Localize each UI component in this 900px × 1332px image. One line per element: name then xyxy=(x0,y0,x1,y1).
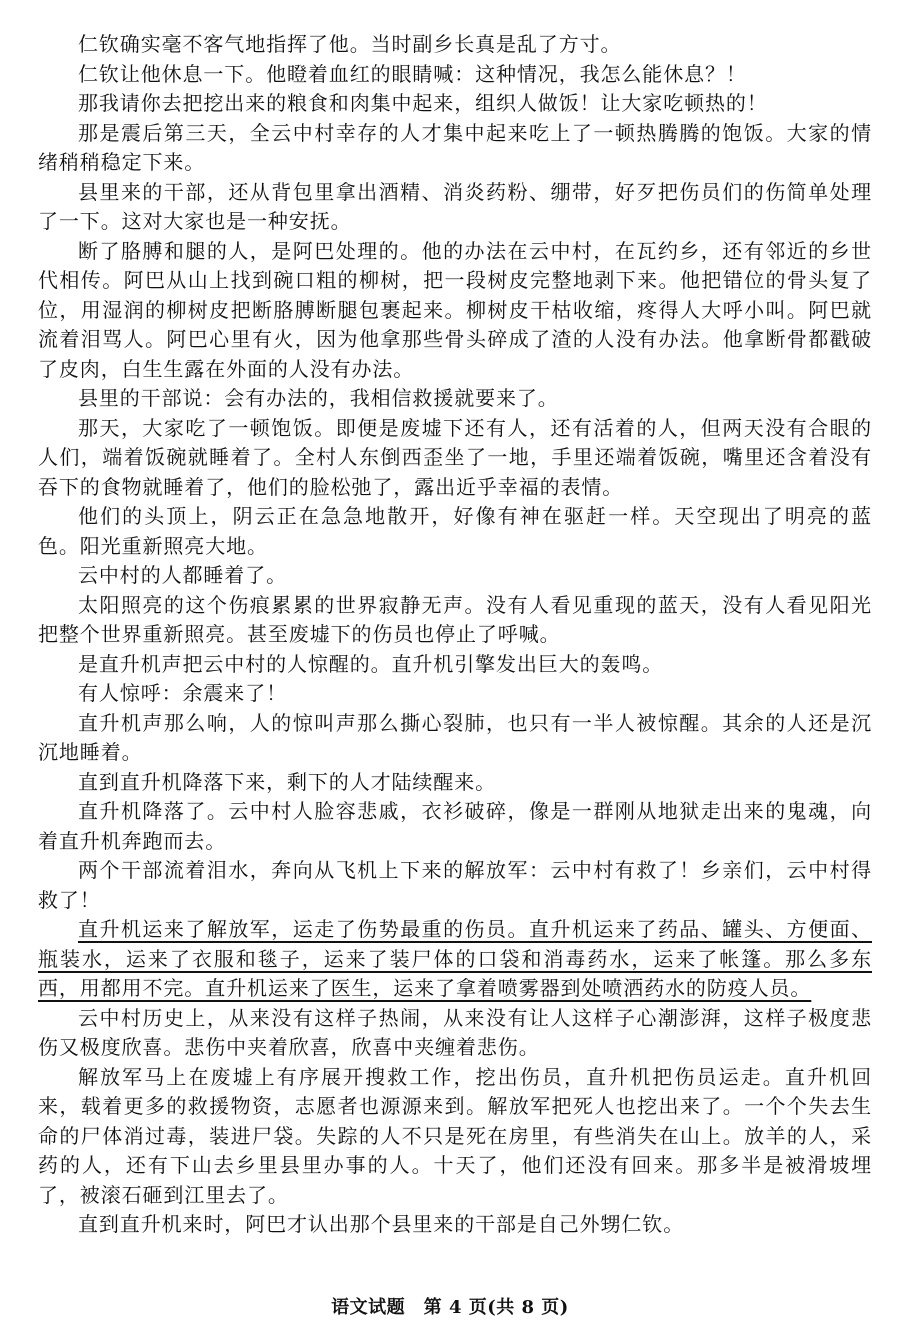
exam-page-body xyxy=(38,30,872,1240)
paragraph-11: 太阳照亮的这个伤痕累累的世界寂静无声。没有人看见重现的蓝天，没有人看见阳光把整个世界重新照亮。甚至废墟下的伤员也停止了呼喊。 xyxy=(38,592,872,646)
underlined-passage: 直升机运来了解放军，运走了伤势最重的伤员。直升机运来了药品、罐头、方便面、瓶装水，运来了衣服和毯子，运来了装尸体的口袋和消毒药水，运来了帐篷。那么多东西，用都用不完。直升机运来了医生，运来了拿着喷雾器到处喷洒药水的防疫人员。 xyxy=(38,917,872,1000)
paragraph-14: 直升机声那么响，人的惊叫声那么撕心裂肺，也只有一半人被惊醒。其余的人还是沉沉地睡着。 xyxy=(38,710,872,764)
paragraph-8: 那天，大家吃了一顿饱饭。即便是废墟下还有人，还有活着的人，但两天没有合眼的人们，端着饭碗就睡着了。全村人东倒西歪坐了一地，手里还端着饭碗，嘴里还含着没有吞下的食物就睡着了，他们的脸松弛了，露出近乎幸福的表情。 xyxy=(38,415,872,499)
paragraph-1: 仁钦确实毫不客气地指挥了他。当时副乡长真是乱了方寸。 xyxy=(78,32,622,56)
paragraph-20: 解放军马上在废墟上有序展开搜救工作，挖出伤员，直升机把伤员运走。直升机回来，载着更多的救援物资，志愿者也源源来到。解放军把死人也挖出来了。一个个失去生命的尸体消过毒，装进尸袋。失踪的人不只是死在房里，有些消失在山上。放羊的人，采药的人，还有下山去乡里县里办事的人。十天了，他们还没有回来。那多半是被滑坡埋了，被滚石砸到江里去了。 xyxy=(38,1064,872,1207)
paragraph-17: 两个干部流着泪水，奔向从飞机上下来的解放军：云中村有救了！乡亲们，云中村得救了！ xyxy=(38,858,872,912)
paragraph-15: 直到直升机降落下来，剩下的人才陆续醒来。 xyxy=(78,769,496,794)
paragraph-19: 云中村历史上，从来没有这样子热闹，从来没有让人这样子心潮澎湃，这样子极度悲伤又极度欣喜。悲伤中夹着欣喜，欣喜中夹缠着悲伤。 xyxy=(38,1005,872,1059)
paragraph-12: 是直升机声把云中村的人惊醒的。直升机引擎发出巨大的轰鸣。 xyxy=(78,651,664,676)
paragraph-7: 县里的干部说：会有办法的，我相信救援就要来了。 xyxy=(78,386,559,410)
paragraph-21: 直到直升机来时，阿巴才认出那个县里来的干部是自己外甥仁钦。 xyxy=(78,1212,685,1236)
paragraph-5: 县里来的干部，还从背包里拿出酒精、消炎药粉、绷带，好歹把伤员们的伤简单处理了一下。这对大家也是一种安抚。 xyxy=(38,179,872,233)
paragraph-6: 断了胳膊和腿的人，是阿巴处理的。他的办法在云中村，在瓦约乡，还有邻近的乡世代相传。阿巴从山上找到碗口粗的柳树，把一段树皮完整地剥下来。他把错位的骨头复了位，用湿润的柳树皮把断胳膊断腿包裹起来。柳树皮干枯收缩，疼得人大呼小叫。阿巴就流着泪骂人。阿巴心里有火，因为他拿那些骨头碎成了渣的人没有办法。他拿断骨都戳破了皮肉，白生生露在外面的人没有办法。 xyxy=(38,238,872,381)
paragraph-10: 云中村的人都睡着了。 xyxy=(78,563,287,587)
paragraph-2: 仁钦让他休息一下。他瞪着血红的眼睛喊：这种情况，我怎么能休息？！ xyxy=(78,61,747,86)
underlined-paragraph xyxy=(38,915,872,1004)
page-footer: 语文试题 第 4 页(共 8 页) xyxy=(331,1297,569,1318)
paragraph-4: 那是震后第三天，全云中村幸存的人才集中起来吃上了一顿热腾腾的饱饭。大家的情绪稍稍稳定下来。 xyxy=(38,120,872,174)
paragraph-9: 他们的头顶上，阴云正在急急地散开，好像有神在驱赶一样。天空现出了明亮的蓝色。阳光重新照亮大地。 xyxy=(38,504,872,558)
paragraph-3: 那我请你去把挖出来的粮食和肉集中起来，组织人做饭！让大家吃顿热的！ xyxy=(78,91,768,115)
paragraph-16: 直升机降落了。云中村人脸容悲戚，衣衫破碎，像是一群刚从地狱走出来的鬼魂，向着直升机奔跑而去。 xyxy=(38,799,872,853)
paragraph-13: 有人惊呼：余震来了！ xyxy=(78,681,287,705)
